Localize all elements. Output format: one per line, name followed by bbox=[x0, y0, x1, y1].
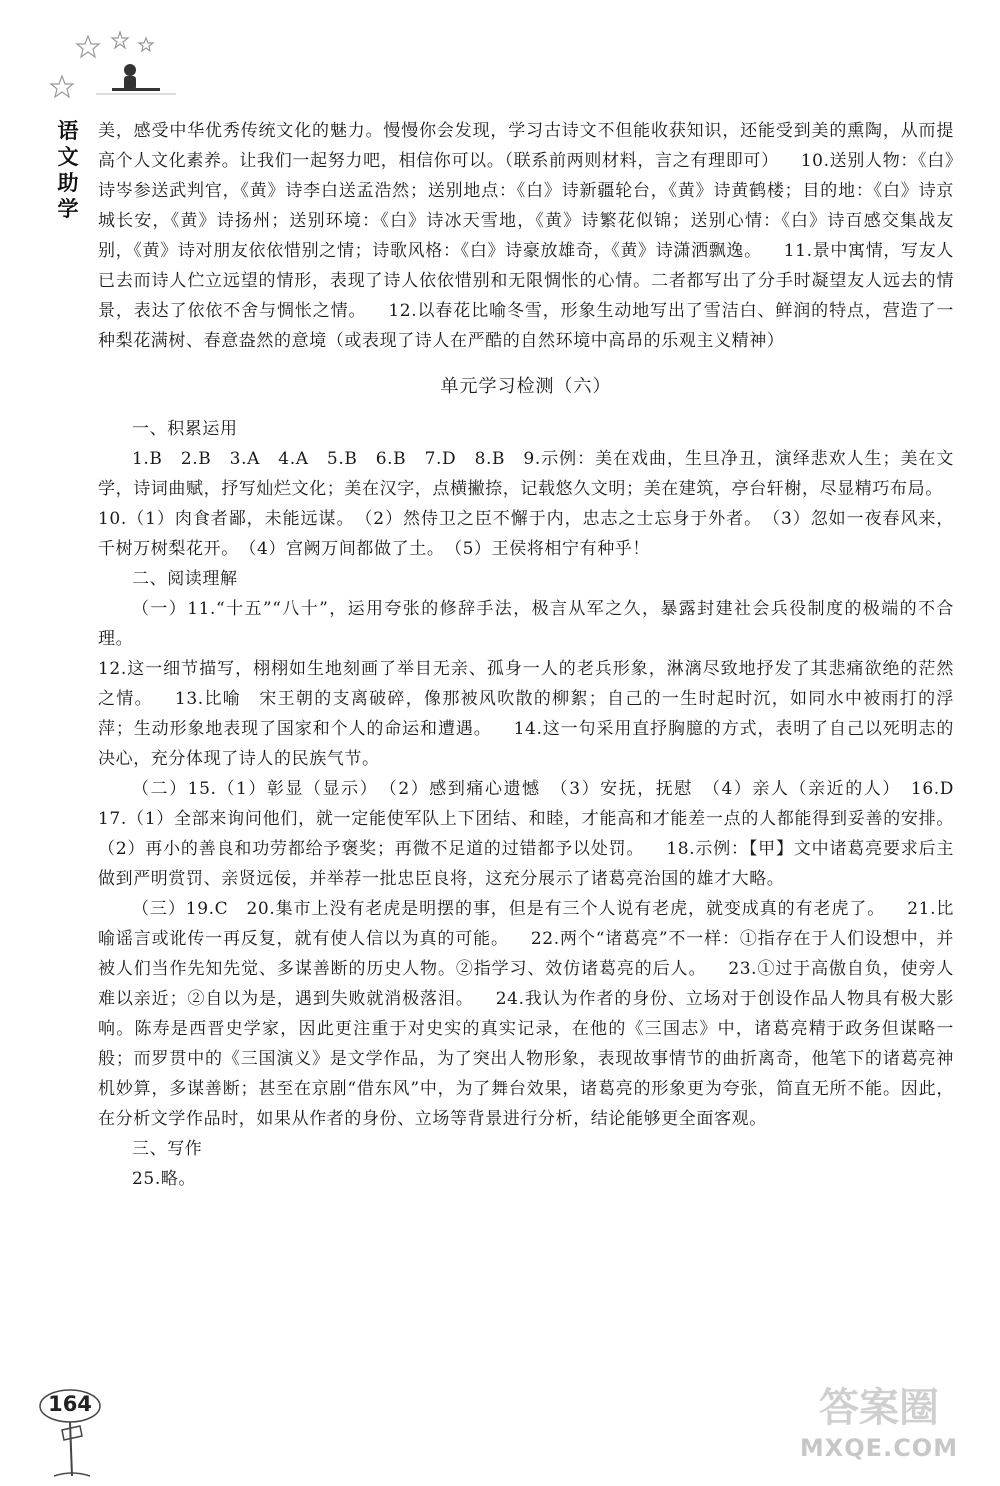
answer-14-text: 14.这一句采用直抒胸臆的方式，表明了自己以死明志的决心，充分体现了诗人的民族气节。 bbox=[98, 719, 954, 769]
answer-content bbox=[98, 116, 972, 1194]
watermark-logo: 答案圈 bbox=[819, 1385, 939, 1431]
answer-18-text: 18.示例：【甲】文中诸葛亮要求后主做到严明赏罚、亲贤远佞，并举荐一批忠臣良将，这充分展示了诸葛亮治国的雄才大略。 bbox=[98, 839, 954, 889]
answer-11-text: 11.景中寓情，写友人已去而诗人伫立远望的情形，表现了诗人依依惜别和无限惆怅的心情。二者都写出了分手时凝望友人远去的情景，表达了依依不舍与惆怅之情。 bbox=[98, 241, 954, 321]
answer-paragraph: 1.B 2.B 3.A 4.A 5.B 6.B 7.D 8.B 9.示例：美在戏曲，生旦净丑，演绎悲欢人生；美在文学，诗词曲赋，抒写灿烂文化；美在汉字，点横撇捺，记载悠久文明；美在建筑，亭台轩榭，尽显精巧布局。 bbox=[98, 449, 954, 499]
section-heading: 三、写作 bbox=[132, 1139, 203, 1159]
answer-paragraph bbox=[98, 894, 954, 1134]
answer-paragraph: （一）11.“十五”“八十”，运用夸张的修辞手法，极言从军之久，暴露封建社会兵役制度的极端的不合理。 bbox=[98, 599, 954, 649]
side-title-char: 学 bbox=[57, 197, 79, 221]
side-title-char: 语 bbox=[57, 119, 79, 143]
side-title bbox=[48, 118, 88, 222]
answer-paragraph: 10.（1）肉食者鄙，未能远谋。 （2）然侍卫之臣不懈于内，忠志之士忘身于外者。 （3）忽如一夜春风来，千树万树梨花开。 （4）宫阙万间都做了土。 （5）王侯将相宁有种乎！ bbox=[98, 509, 954, 559]
side-title-char: 文 bbox=[57, 145, 79, 169]
section-heading: 二、阅读理解 bbox=[132, 569, 238, 589]
intro-paragraph bbox=[98, 116, 954, 356]
answer-paragraph bbox=[98, 774, 972, 894]
watermark-text: MXQE.COM bbox=[799, 1434, 959, 1462]
answer-19-20-text: （三）19.C 20.集市上没有老虎是明摆的事，但是有三个人说有老虎，就变成真的有老虎了。 bbox=[132, 899, 886, 919]
answer-12-text: 12.以春花比喻冬雪，形象生动地写出了雪洁白、鲜润的特点，营造了一种梨花满树、春意盎然的意境（或表现了诗人在严酷的自然环境中高昂的乐观主义精神） bbox=[98, 301, 954, 351]
answer-12b-text: 12.这一细节描写，栩栩如生地刻画了举目无亲、孤身一人的老兵形象，淋漓尽致地抒发了其悲痛欲绝的茫然之情。 bbox=[98, 659, 954, 709]
answer-15-17-text: （二）15.（1）彰显（显示） （2）感到痛心遗憾 （3）安抚，抚慰 （4）亲人（亲近的人） 16.D 17.（1）全部来询问他们，就一定能使军队上下团结、和睦，才能高和才能差一点的人都能得到妥善的安排。（2）再小的善良和功劳都给予褒奖；再微不足道的过错都予以处罚。 bbox=[98, 779, 972, 859]
section-title: 单元学习检测（六） bbox=[440, 376, 612, 397]
answer-21-text: 21.比喻谣言或讹传一再反复，就有使人信以为真的可能。 bbox=[98, 899, 954, 949]
answer-23-text: 23.①过于高傲自负，使旁人难以亲近；②自以为是，遇到失败就消极落泪。 bbox=[98, 959, 954, 1009]
page-number: 164 bbox=[48, 1392, 92, 1416]
answer-24-text: 24.我认为作者的身份、立场对于创设作品人物具有极大影响。陈寿是西晋史学家，因此更注重于对史实的真实记录，在他的《三国志》中，诸葛亮精于政务但谋略一般；而罗贯中的《三国演义》是文学作品，为了突出人物形象，表现故事情节的曲折离奇，他笔下的诸葛亮神机妙算，多谋善断；甚至在京剧“借东风”中，为了舞台效果，诸葛亮的形象更为夸张，简直无所不能。因此，在分析文学作品时，如果从作者的身份、立场等背景进行分析，结论能够更全面客观。 bbox=[98, 989, 955, 1129]
stars-decoration-icon bbox=[40, 28, 180, 108]
watermark bbox=[784, 1376, 974, 1466]
answer-22-text: 22.两个“诸葛亮”不一样：①指存在于人们设想中，并被人们当作先知先觉、多谋善断的历史人物。②指学习、效仿诸葛亮的后人。 bbox=[98, 929, 954, 979]
intro-text: 美，感受中华优秀传统文化的魅力。慢慢你会发现，学习古诗文不但能收获知识，还能受到美的熏陶，从而提高个人文化素养。让我们一起努力吧，相信你可以。（联系前两则材料，言之有理即可） bbox=[98, 121, 954, 171]
answer-10-text: 10.送别人物：《白》诗岑参送武判官，《黄》诗李白送孟浩然；送别地点：《白》诗新疆轮台，《黄》诗黄鹤楼；目的地：《白》诗京城长安，《黄》诗扬州；送别环境：《白》诗冰天雪地，《黄》诗繁花似锦；送别心情：《白》诗百感交集战友别，《黄》诗对朋友依依惜别之情；诗歌风格：《白》诗豪放雄奇，《黄》诗潇洒飘逸。 bbox=[98, 151, 954, 261]
answer-paragraph: 25.略。 bbox=[132, 1169, 197, 1189]
section-heading: 一、积累运用 bbox=[132, 419, 238, 439]
answer-13-text: 13.比喻 宋王朝的支离破碎，像那被风吹散的柳絮；自己的一生时起时沉，如同水中被雨打的浮萍；生动形象地表现了国家和个人的命运和遭遇。 bbox=[98, 689, 954, 739]
answer-paragraph bbox=[98, 654, 954, 774]
side-title-char: 助 bbox=[57, 171, 79, 195]
